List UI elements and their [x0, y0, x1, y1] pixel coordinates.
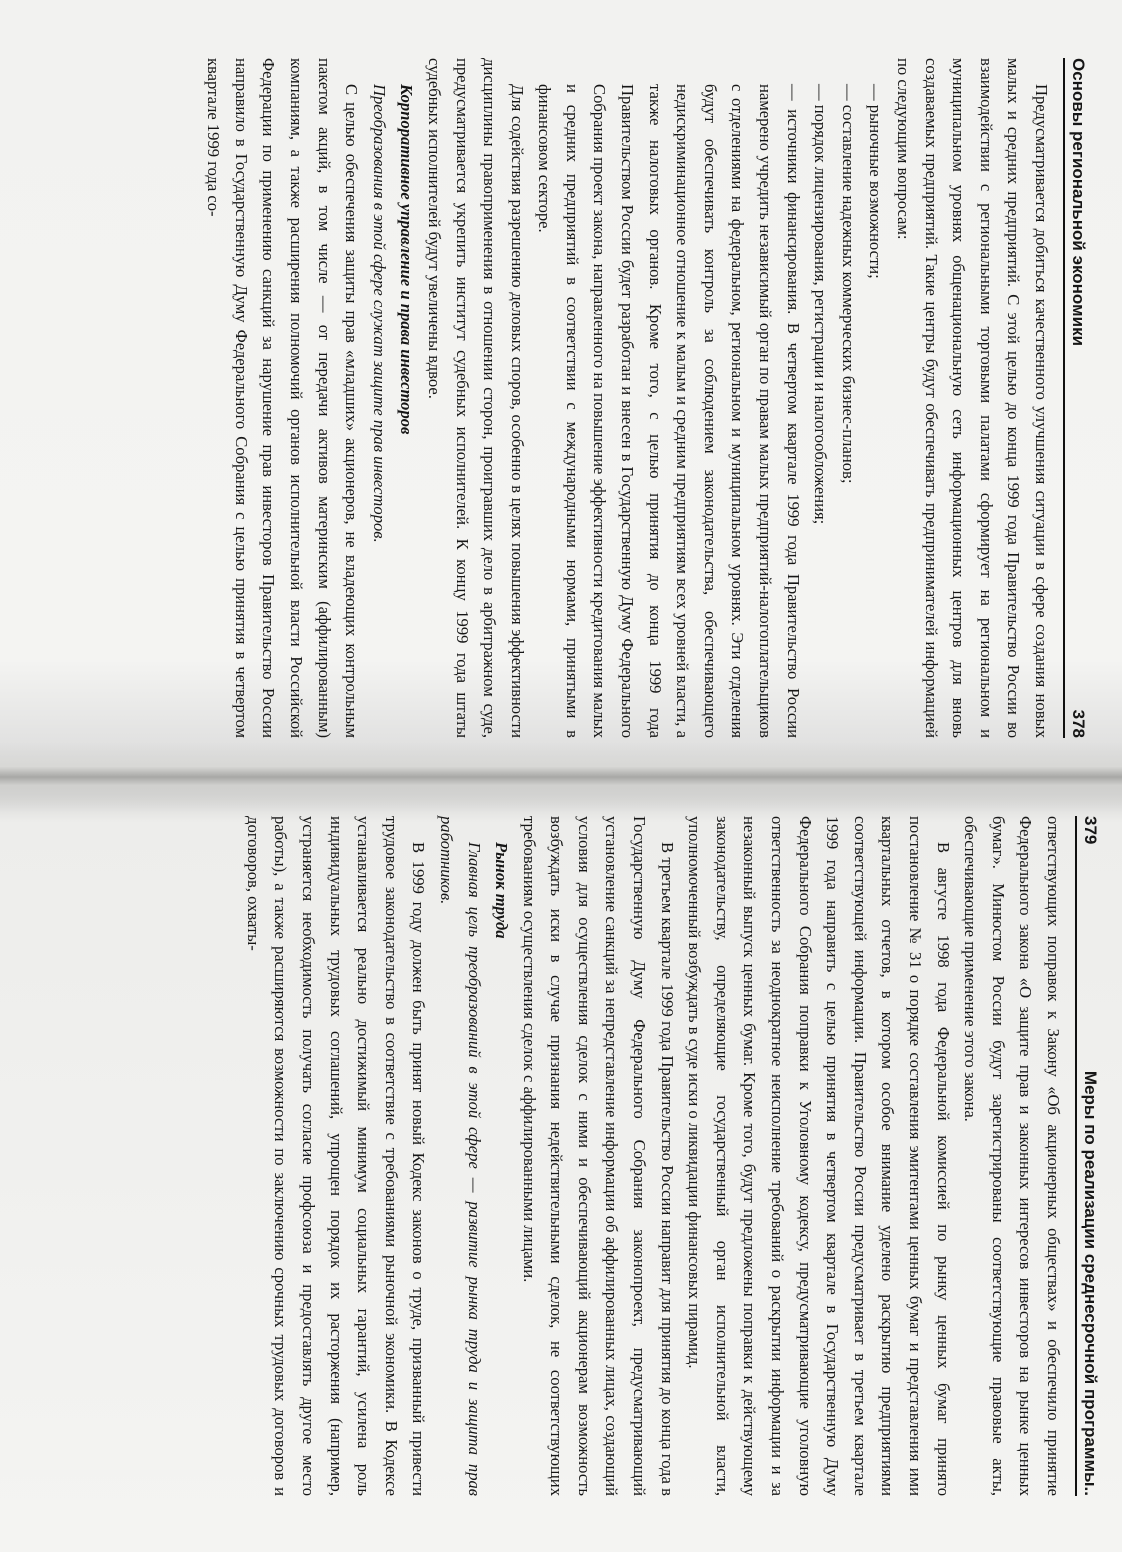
page-number: 379 — [1081, 816, 1100, 845]
paragraph: ответствующих поправок к Закону «Об акционерных обществах» и обеспечило принятие Федерального закона «О защите прав и законных интересов инвесторов на рынке ценных бумаг». Минюстом России будут зарегистрированы соответствующие правовые акты, обеспечивающие применение этого закона. — [961, 816, 1063, 1496]
body-text — [200, 58, 1055, 738]
running-head — [1063, 58, 1088, 738]
page-number: 378 — [1069, 709, 1088, 738]
paragraph: С целью обеспечения защиты прав «младших» акционеров, не владеющих контрольным пакетом акций, в том числе — от передачи активов материнским (аффилированным) компаниям, а также расширения полномочий органов исполнительной власти Российской Федерации по применению санкций за нарушение прав инвесторов Правительство России направило в Государственную Думу Федерального Собрания с целью принятия в четвертом квартале 1999 года со- — [204, 58, 362, 738]
running-head-title: Меры по реализации среднесрочной программы.. — [1081, 1070, 1100, 1496]
paragraph: В 1999 году должен быть принят новый Кодекс законов о труде, призванный привести трудовое законодательство в соответствие с требованиями рыночной экономики. В Кодексе устанавливается реально достижимый минимум социальных гарантий, усилена роль индивидуальных трудовых соглашений, упрощен порядок их расторжения (например, устраняется необходимость получать согласие профсоюза и предоставлять другое место работы), а также расширяются возможности по заключению срочных трудовых договоров и договоров, охваты- — [243, 816, 429, 1496]
paragraph: В третьем квартале 1999 года Правительство России направит для принятия до конца года в Государственную Думу Федерального Собрания законопроект, предусматривающий установление санкций за непредставление информации об аффилированных лицах, создающий условия для осуществления сделок с ними и обеспечивающий акционерам возможность возбуждать иски в случае признания недействительными сделок, не соответствующих требованиям осуществления сделок с аффилированными лицами. — [519, 816, 677, 1496]
list-item: — источники финансирования. В четвертом квартале 1999 года Правительство России намерено учредить независимый орган по правам малых предприятий-налогоплательщиков с отделениями на федеральном, региональном и муниципальном уровнях. Эти отделения будут обеспечивать контроль за соблюдением законодательства, обеспечивающего недискриминационное отношение к малым и средним предприятиям всех уровней власти, а также налоговых органов. Кроме того, с целью принятия до конца 1999 года Правительством России будет разработан и внесен в Государственную Думу Федерального Собрания проект закона, направленного на повышение эффективности кредитования малых и средних предприятий в соответствии с международными нормами, принятыми в финансовом секторе. — [531, 58, 807, 738]
list-item: — составление надежных коммерческих бизнес-планов; — [834, 58, 862, 738]
section-lead: Главная цель преобразований в этой сфере — развитие рынка труда и защита прав работников. — [436, 816, 484, 1496]
running-head — [1075, 816, 1100, 1496]
list-item: — порядок лицензирования, регистрации и налогообложения; — [807, 58, 835, 738]
page-378-body — [78, 58, 1088, 738]
section-lead: Преобразования в этой сфере служат защите прав инвесторов. — [369, 84, 389, 543]
page-379-body — [80, 816, 1100, 1496]
list-item: — рыночные возможности; — [862, 58, 890, 738]
running-head-title: Основы региональной экономики — [1069, 58, 1088, 347]
body-text — [239, 816, 1067, 1496]
paragraph: В августе 1998 года Федеральной комиссией по рынку ценных бумаг принято постановление № 31 о порядке составления эмитентами ценных бумаг и представления ими квартальных отчетов, в котором особое внимание уделено раскрытию предприятиями соответствующей информации. Правительство России предусматривает в третьем квартале 1999 года направить с целью принятия в четвертом квартале в Государственную Думу Федерального Собрания поправки к Уголовному кодексу, предусматривающие уголовную ответственность за неоднократное неисполнение требований о раскрытии информации и за незаконный выпуск ценных бумаг. Кроме того, будут предложены поправки к действующему законодательству, определяющие государственный орган исполнительной власти, уполномоченный возбуждать в суде иски о ликвидации финансовых пирамид. — [685, 816, 953, 1496]
page-379 — [0, 776, 1122, 1552]
section-heading: Рынок труда — [492, 842, 512, 939]
paragraph: Предусматривается добиться качественного улучшения ситуации в сфере создания новых малых и средних предприятий. С этой целью до конца 1999 года Правительство России во взаимодействии с региональными торговыми палатами сформирует на региональном и муниципальном уровнях общенациональную сеть информационных центров для вновь создаваемых предприятий. Такие центры будут обеспечивать предпринимателей информацией по следующим вопросам: — [894, 58, 1051, 738]
section-heading: Корпоративное управление и права инвесторов — [397, 84, 417, 435]
paragraph: Для содействия разрешению деловых споров, особенно в целях повышения эффективности дисциплины правоприменения в отношении сторон, проигравших дело в арбитражном суде, предусматривается укрепить институт судебных исполнителей. К концу 1999 года штаты судебных исполнителей будут увеличены вдвое. — [424, 58, 527, 738]
